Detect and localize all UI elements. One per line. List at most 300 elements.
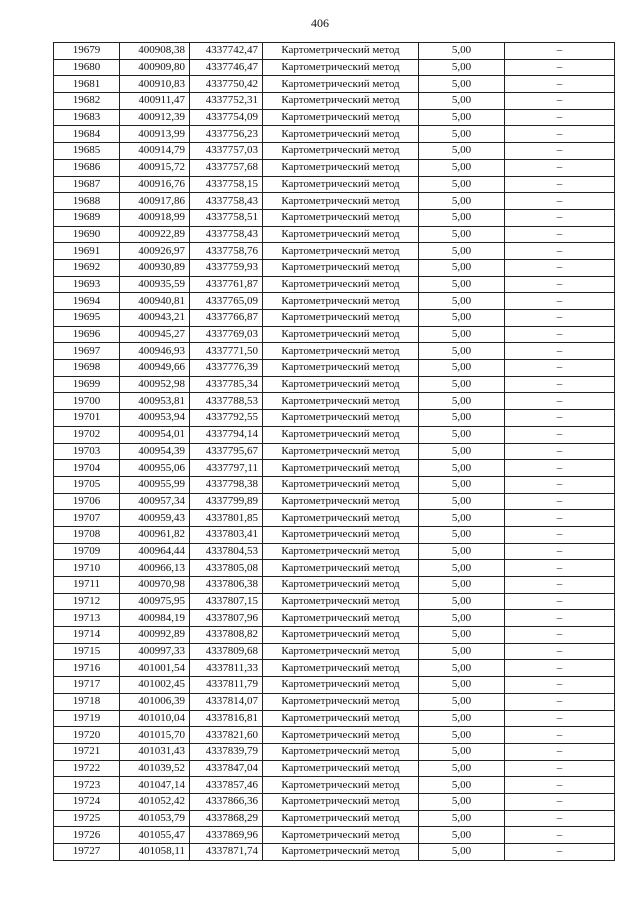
point-number-cell: 19713 [54, 610, 120, 627]
note-cell: – [505, 159, 615, 176]
x-coordinate-cell: 401047,14 [120, 777, 190, 794]
method-cell: Картометрический метод [263, 209, 419, 226]
table-row [54, 393, 615, 410]
point-number-cell: 19700 [54, 393, 120, 410]
y-coordinate-cell: 4337769,03 [190, 326, 263, 343]
accuracy-cell: 5,00 [419, 226, 505, 243]
table-row [54, 159, 615, 176]
x-coordinate-cell: 400961,82 [120, 526, 190, 543]
accuracy-cell: 5,00 [419, 276, 505, 293]
table-row [54, 543, 615, 560]
accuracy-cell: 5,00 [419, 159, 505, 176]
x-coordinate-cell: 401010,04 [120, 710, 190, 727]
y-coordinate-cell: 4337792,55 [190, 410, 263, 427]
x-coordinate-cell: 400957,34 [120, 493, 190, 510]
method-cell: Картометрический метод [263, 293, 419, 310]
y-coordinate-cell: 4337794,14 [190, 426, 263, 443]
accuracy-cell: 5,00 [419, 143, 505, 160]
method-cell: Картометрический метод [263, 243, 419, 260]
x-coordinate-cell: 401015,70 [120, 727, 190, 744]
x-coordinate-cell: 400984,19 [120, 610, 190, 627]
accuracy-cell: 5,00 [419, 810, 505, 827]
point-number-cell: 19699 [54, 376, 120, 393]
point-number-cell: 19724 [54, 793, 120, 810]
table-row [54, 293, 615, 310]
y-coordinate-cell: 4337756,23 [190, 126, 263, 143]
y-coordinate-cell: 4337816,81 [190, 710, 263, 727]
y-coordinate-cell: 4337857,46 [190, 777, 263, 794]
point-number-cell: 19717 [54, 677, 120, 694]
accuracy-cell: 5,00 [419, 410, 505, 427]
accuracy-cell: 5,00 [419, 610, 505, 627]
point-number-cell: 19681 [54, 76, 120, 93]
x-coordinate-cell: 400964,44 [120, 543, 190, 560]
x-coordinate-cell: 400943,21 [120, 310, 190, 327]
table-row [54, 693, 615, 710]
method-cell: Картометрический метод [263, 93, 419, 110]
note-cell: – [505, 693, 615, 710]
point-number-cell: 19682 [54, 93, 120, 110]
accuracy-cell: 5,00 [419, 443, 505, 460]
y-coordinate-cell: 4337801,85 [190, 510, 263, 527]
x-coordinate-cell: 400910,83 [120, 76, 190, 93]
y-coordinate-cell: 4337785,34 [190, 376, 263, 393]
x-coordinate-cell: 400912,39 [120, 109, 190, 126]
note-cell: – [505, 510, 615, 527]
point-number-cell: 19707 [54, 510, 120, 527]
point-number-cell: 19698 [54, 360, 120, 377]
table-row [54, 376, 615, 393]
point-number-cell: 19710 [54, 560, 120, 577]
note-cell: – [505, 326, 615, 343]
point-number-cell: 19704 [54, 460, 120, 477]
point-number-cell: 19720 [54, 727, 120, 744]
point-number-cell: 19693 [54, 276, 120, 293]
coordinates-table [53, 42, 615, 861]
method-cell: Картометрический метод [263, 159, 419, 176]
note-cell: – [505, 793, 615, 810]
method-cell: Картометрический метод [263, 643, 419, 660]
note-cell: – [505, 376, 615, 393]
point-number-cell: 19726 [54, 827, 120, 844]
method-cell: Картометрический метод [263, 276, 419, 293]
point-number-cell: 19705 [54, 476, 120, 493]
y-coordinate-cell: 4337811,33 [190, 660, 263, 677]
method-cell: Картометрический метод [263, 627, 419, 644]
point-number-cell: 19721 [54, 743, 120, 760]
y-coordinate-cell: 4337866,36 [190, 793, 263, 810]
note-cell: – [505, 827, 615, 844]
method-cell: Картометрический метод [263, 76, 419, 93]
accuracy-cell: 5,00 [419, 310, 505, 327]
y-coordinate-cell: 4337771,50 [190, 343, 263, 360]
table-row [54, 643, 615, 660]
table-row [54, 259, 615, 276]
note-cell: – [505, 259, 615, 276]
y-coordinate-cell: 4337757,68 [190, 159, 263, 176]
y-coordinate-cell: 4337805,08 [190, 560, 263, 577]
y-coordinate-cell: 4337808,82 [190, 627, 263, 644]
x-coordinate-cell: 400926,97 [120, 243, 190, 260]
page-number: 406 [311, 16, 329, 30]
accuracy-cell: 5,00 [419, 460, 505, 477]
table-row [54, 410, 615, 427]
accuracy-cell: 5,00 [419, 560, 505, 577]
method-cell: Картометрический метод [263, 410, 419, 427]
accuracy-cell: 5,00 [419, 93, 505, 110]
table-row [54, 243, 615, 260]
method-cell: Картометрический метод [263, 543, 419, 560]
accuracy-cell: 5,00 [419, 493, 505, 510]
accuracy-cell: 5,00 [419, 360, 505, 377]
accuracy-cell: 5,00 [419, 393, 505, 410]
table-row [54, 109, 615, 126]
accuracy-cell: 5,00 [419, 693, 505, 710]
point-number-cell: 19686 [54, 159, 120, 176]
y-coordinate-cell: 4337839,79 [190, 743, 263, 760]
note-cell: – [505, 677, 615, 694]
method-cell: Картометрический метод [263, 660, 419, 677]
method-cell: Картометрический метод [263, 426, 419, 443]
note-cell: – [505, 93, 615, 110]
note-cell: – [505, 76, 615, 93]
method-cell: Картометрический метод [263, 259, 419, 276]
accuracy-cell: 5,00 [419, 59, 505, 76]
point-number-cell: 19708 [54, 526, 120, 543]
table-row [54, 443, 615, 460]
y-coordinate-cell: 4337807,96 [190, 610, 263, 627]
x-coordinate-cell: 400997,33 [120, 643, 190, 660]
method-cell: Картометрический метод [263, 677, 419, 694]
note-cell: – [505, 493, 615, 510]
accuracy-cell: 5,00 [419, 577, 505, 594]
y-coordinate-cell: 4337765,09 [190, 293, 263, 310]
x-coordinate-cell: 400922,89 [120, 226, 190, 243]
table-row [54, 526, 615, 543]
y-coordinate-cell: 4337752,31 [190, 93, 263, 110]
note-cell: – [505, 844, 615, 861]
x-coordinate-cell: 400930,89 [120, 259, 190, 276]
note-cell: – [505, 243, 615, 260]
table-row [54, 360, 615, 377]
point-number-cell: 19680 [54, 59, 120, 76]
table-row [54, 677, 615, 694]
method-cell: Картометрический метод [263, 510, 419, 527]
point-number-cell: 19723 [54, 777, 120, 794]
x-coordinate-cell: 400916,76 [120, 176, 190, 193]
method-cell: Картометрический метод [263, 326, 419, 343]
y-coordinate-cell: 4337803,41 [190, 526, 263, 543]
table-row [54, 343, 615, 360]
accuracy-cell: 5,00 [419, 593, 505, 610]
x-coordinate-cell: 401001,54 [120, 660, 190, 677]
note-cell: – [505, 627, 615, 644]
y-coordinate-cell: 4337788,53 [190, 393, 263, 410]
note-cell: – [505, 209, 615, 226]
note-cell: – [505, 577, 615, 594]
accuracy-cell: 5,00 [419, 543, 505, 560]
note-cell: – [505, 443, 615, 460]
y-coordinate-cell: 4337766,87 [190, 310, 263, 327]
accuracy-cell: 5,00 [419, 727, 505, 744]
x-coordinate-cell: 400946,93 [120, 343, 190, 360]
point-number-cell: 19696 [54, 326, 120, 343]
accuracy-cell: 5,00 [419, 760, 505, 777]
method-cell: Картометрический метод [263, 393, 419, 410]
table-row [54, 760, 615, 777]
method-cell: Картометрический метод [263, 693, 419, 710]
accuracy-cell: 5,00 [419, 627, 505, 644]
method-cell: Картометрический метод [263, 376, 419, 393]
method-cell: Картометрический метод [263, 43, 419, 60]
note-cell: – [505, 743, 615, 760]
accuracy-cell: 5,00 [419, 209, 505, 226]
table-row [54, 59, 615, 76]
point-number-cell: 19727 [54, 844, 120, 861]
accuracy-cell: 5,00 [419, 376, 505, 393]
x-coordinate-cell: 400908,38 [120, 43, 190, 60]
accuracy-cell: 5,00 [419, 126, 505, 143]
note-cell: – [505, 643, 615, 660]
accuracy-cell: 5,00 [419, 43, 505, 60]
accuracy-cell: 5,00 [419, 259, 505, 276]
note-cell: – [505, 310, 615, 327]
point-number-cell: 19703 [54, 443, 120, 460]
y-coordinate-cell: 4337869,96 [190, 827, 263, 844]
note-cell: – [505, 59, 615, 76]
method-cell: Картометрический метод [263, 460, 419, 477]
point-number-cell: 19711 [54, 577, 120, 594]
note-cell: – [505, 777, 615, 794]
table-row [54, 727, 615, 744]
note-cell: – [505, 560, 615, 577]
y-coordinate-cell: 4337754,09 [190, 109, 263, 126]
method-cell: Картометрический метод [263, 593, 419, 610]
point-number-cell: 19701 [54, 410, 120, 427]
note-cell: – [505, 593, 615, 610]
method-cell: Картометрический метод [263, 827, 419, 844]
point-number-cell: 19709 [54, 543, 120, 560]
table-row [54, 43, 615, 60]
accuracy-cell: 5,00 [419, 643, 505, 660]
y-coordinate-cell: 4337761,87 [190, 276, 263, 293]
method-cell: Картометрический метод [263, 343, 419, 360]
method-cell: Картометрический метод [263, 360, 419, 377]
note-cell: – [505, 760, 615, 777]
y-coordinate-cell: 4337804,53 [190, 543, 263, 560]
y-coordinate-cell: 4337758,43 [190, 193, 263, 210]
y-coordinate-cell: 4337776,39 [190, 360, 263, 377]
point-number-cell: 19718 [54, 693, 120, 710]
table-row [54, 176, 615, 193]
y-coordinate-cell: 4337868,29 [190, 810, 263, 827]
point-number-cell: 19687 [54, 176, 120, 193]
method-cell: Картометрический метод [263, 526, 419, 543]
note-cell: – [505, 43, 615, 60]
table-row [54, 810, 615, 827]
accuracy-cell: 5,00 [419, 109, 505, 126]
note-cell: – [505, 460, 615, 477]
method-cell: Картометрический метод [263, 560, 419, 577]
point-number-cell: 19722 [54, 760, 120, 777]
coordinates-table-body [54, 43, 615, 861]
method-cell: Картометрический метод [263, 760, 419, 777]
accuracy-cell: 5,00 [419, 76, 505, 93]
note-cell: – [505, 360, 615, 377]
x-coordinate-cell: 400955,06 [120, 460, 190, 477]
table-row [54, 743, 615, 760]
method-cell: Картометрический метод [263, 727, 419, 744]
y-coordinate-cell: 4337847,04 [190, 760, 263, 777]
method-cell: Картометрический метод [263, 109, 419, 126]
y-coordinate-cell: 4337807,15 [190, 593, 263, 610]
point-number-cell: 19679 [54, 43, 120, 60]
table-row [54, 426, 615, 443]
note-cell: – [505, 543, 615, 560]
table-row [54, 493, 615, 510]
note-cell: – [505, 193, 615, 210]
table-row [54, 577, 615, 594]
note-cell: – [505, 610, 615, 627]
accuracy-cell: 5,00 [419, 176, 505, 193]
y-coordinate-cell: 4337821,60 [190, 727, 263, 744]
y-coordinate-cell: 4337809,68 [190, 643, 263, 660]
x-coordinate-cell: 400966,13 [120, 560, 190, 577]
table-row [54, 276, 615, 293]
table-row [54, 710, 615, 727]
x-coordinate-cell: 401006,39 [120, 693, 190, 710]
y-coordinate-cell: 4337758,43 [190, 226, 263, 243]
table-row [54, 827, 615, 844]
accuracy-cell: 5,00 [419, 660, 505, 677]
method-cell: Картометрический метод [263, 810, 419, 827]
method-cell: Картометрический метод [263, 710, 419, 727]
x-coordinate-cell: 400917,86 [120, 193, 190, 210]
note-cell: – [505, 109, 615, 126]
table-row [54, 510, 615, 527]
table-row [54, 310, 615, 327]
method-cell: Картометрический метод [263, 226, 419, 243]
y-coordinate-cell: 4337806,38 [190, 577, 263, 594]
note-cell: – [505, 343, 615, 360]
point-number-cell: 19706 [54, 493, 120, 510]
y-coordinate-cell: 4337746,47 [190, 59, 263, 76]
x-coordinate-cell: 400992,89 [120, 627, 190, 644]
table-row [54, 209, 615, 226]
x-coordinate-cell: 401002,45 [120, 677, 190, 694]
x-coordinate-cell: 400953,94 [120, 410, 190, 427]
x-coordinate-cell: 400959,43 [120, 510, 190, 527]
table-row [54, 844, 615, 861]
accuracy-cell: 5,00 [419, 476, 505, 493]
x-coordinate-cell: 400953,81 [120, 393, 190, 410]
x-coordinate-cell: 400918,99 [120, 209, 190, 226]
point-number-cell: 19697 [54, 343, 120, 360]
x-coordinate-cell: 400940,81 [120, 293, 190, 310]
method-cell: Картометрический метод [263, 610, 419, 627]
table-row [54, 660, 615, 677]
method-cell: Картометрический метод [263, 844, 419, 861]
accuracy-cell: 5,00 [419, 777, 505, 794]
table-row [54, 610, 615, 627]
accuracy-cell: 5,00 [419, 793, 505, 810]
x-coordinate-cell: 401055,47 [120, 827, 190, 844]
point-number-cell: 19690 [54, 226, 120, 243]
note-cell: – [505, 176, 615, 193]
accuracy-cell: 5,00 [419, 677, 505, 694]
accuracy-cell: 5,00 [419, 326, 505, 343]
point-number-cell: 19719 [54, 710, 120, 727]
point-number-cell: 19683 [54, 109, 120, 126]
accuracy-cell: 5,00 [419, 743, 505, 760]
point-number-cell: 19692 [54, 259, 120, 276]
note-cell: – [505, 276, 615, 293]
note-cell: – [505, 293, 615, 310]
table-row [54, 193, 615, 210]
note-cell: – [505, 126, 615, 143]
point-number-cell: 19712 [54, 593, 120, 610]
note-cell: – [505, 476, 615, 493]
method-cell: Картометрический метод [263, 126, 419, 143]
method-cell: Картометрический метод [263, 176, 419, 193]
method-cell: Картометрический метод [263, 476, 419, 493]
x-coordinate-cell: 400954,01 [120, 426, 190, 443]
note-cell: – [505, 393, 615, 410]
accuracy-cell: 5,00 [419, 710, 505, 727]
point-number-cell: 19695 [54, 310, 120, 327]
method-cell: Картометрический метод [263, 793, 419, 810]
y-coordinate-cell: 4337798,38 [190, 476, 263, 493]
note-cell: – [505, 810, 615, 827]
accuracy-cell: 5,00 [419, 526, 505, 543]
y-coordinate-cell: 4337795,67 [190, 443, 263, 460]
table-row [54, 777, 615, 794]
y-coordinate-cell: 4337797,11 [190, 460, 263, 477]
accuracy-cell: 5,00 [419, 827, 505, 844]
accuracy-cell: 5,00 [419, 243, 505, 260]
point-number-cell: 19716 [54, 660, 120, 677]
note-cell: – [505, 710, 615, 727]
table-row [54, 627, 615, 644]
y-coordinate-cell: 4337758,15 [190, 176, 263, 193]
x-coordinate-cell: 400915,72 [120, 159, 190, 176]
method-cell: Картометрический метод [263, 193, 419, 210]
y-coordinate-cell: 4337750,42 [190, 76, 263, 93]
table-row [54, 476, 615, 493]
x-coordinate-cell: 400914,79 [120, 143, 190, 160]
accuracy-cell: 5,00 [419, 510, 505, 527]
method-cell: Картометрический метод [263, 577, 419, 594]
method-cell: Картометрический метод [263, 493, 419, 510]
x-coordinate-cell: 400970,98 [120, 577, 190, 594]
x-coordinate-cell: 400935,59 [120, 276, 190, 293]
x-coordinate-cell: 401031,43 [120, 743, 190, 760]
method-cell: Картометрический метод [263, 59, 419, 76]
x-coordinate-cell: 400909,80 [120, 59, 190, 76]
note-cell: – [505, 143, 615, 160]
x-coordinate-cell: 401052,42 [120, 793, 190, 810]
table-row [54, 593, 615, 610]
method-cell: Картометрический метод [263, 777, 419, 794]
point-number-cell: 19685 [54, 143, 120, 160]
accuracy-cell: 5,00 [419, 844, 505, 861]
x-coordinate-cell: 401058,11 [120, 844, 190, 861]
method-cell: Картометрический метод [263, 143, 419, 160]
accuracy-cell: 5,00 [419, 193, 505, 210]
x-coordinate-cell: 400945,27 [120, 326, 190, 343]
x-coordinate-cell: 401053,79 [120, 810, 190, 827]
table-row [54, 460, 615, 477]
